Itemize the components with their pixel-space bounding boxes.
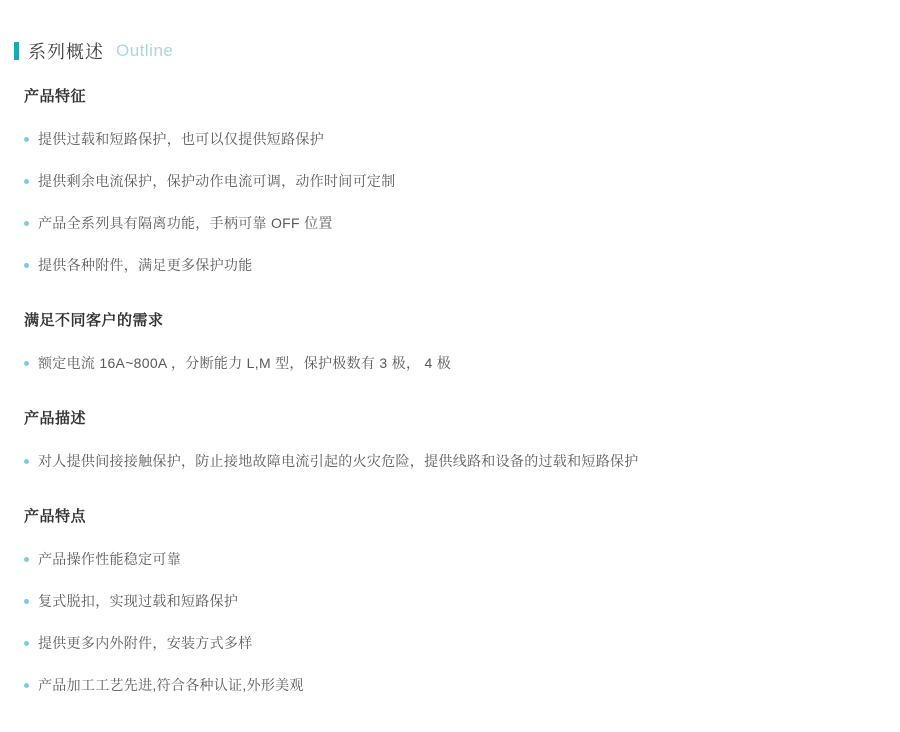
section-customer-needs	[24, 311, 880, 373]
list-item	[24, 675, 880, 695]
title-accent-bar-icon	[14, 42, 19, 60]
list-item	[24, 633, 880, 653]
section-heading: 产品描述	[24, 410, 87, 427]
list-item	[24, 255, 880, 275]
bullet-dot-icon	[24, 459, 29, 464]
bullet-text: 产品操作性能稳定可靠	[38, 551, 181, 567]
page-subtitle: Outline	[116, 41, 174, 60]
page-content	[24, 87, 880, 695]
page-header	[14, 41, 880, 61]
list-item	[24, 451, 880, 471]
bullet-text: 对人提供间接接触保护，防止接地故障电流引起的火灾危险，提供线路和设备的过载和短路保护	[38, 453, 639, 469]
section-product-description	[24, 409, 880, 471]
section-heading: 产品特征	[24, 88, 87, 105]
section-product-highlights	[24, 507, 880, 695]
bullet-text: 提供更多内外附件，安装方式多样	[38, 635, 253, 651]
bullet-text: 额定电流 16A~800A ，分断能力 L,M 型，保护极数有 3 极， 4 极	[38, 355, 452, 371]
bullet-dot-icon	[24, 137, 29, 142]
bullet-text: 产品全系列具有隔离功能，手柄可靠 OFF 位置	[38, 215, 333, 231]
bullet-list	[24, 129, 880, 275]
bullet-text: 提供各种附件，满足更多保护功能	[38, 257, 253, 273]
list-item	[24, 171, 880, 191]
list-item	[24, 129, 880, 149]
bullet-dot-icon	[24, 221, 29, 226]
bullet-dot-icon	[24, 557, 29, 562]
bullet-text: 提供过载和短路保护，也可以仅提供短路保护	[38, 131, 324, 147]
bullet-dot-icon	[24, 263, 29, 268]
list-item	[24, 591, 880, 611]
list-item	[24, 549, 880, 569]
bullet-dot-icon	[24, 599, 29, 604]
bullet-list	[24, 549, 880, 695]
list-item	[24, 213, 880, 233]
bullet-dot-icon	[24, 641, 29, 646]
page-title: 系列概述	[28, 42, 104, 62]
bullet-text: 提供剩余电流保护，保护动作电流可调，动作时间可定制	[38, 173, 396, 189]
bullet-list	[24, 353, 880, 373]
bullet-dot-icon	[24, 683, 29, 688]
bullet-list	[24, 451, 880, 471]
bullet-text: 产品加工工艺先进,符合各种认证,外形美观	[38, 677, 304, 693]
bullet-text: 复式脱扣，实现过载和短路保护	[38, 593, 239, 609]
section-heading: 产品特点	[24, 508, 87, 525]
section-product-features	[24, 87, 880, 275]
list-item	[24, 353, 880, 373]
bullet-dot-icon	[24, 179, 29, 184]
bullet-dot-icon	[24, 361, 29, 366]
section-heading: 满足不同客户的需求	[24, 312, 164, 329]
